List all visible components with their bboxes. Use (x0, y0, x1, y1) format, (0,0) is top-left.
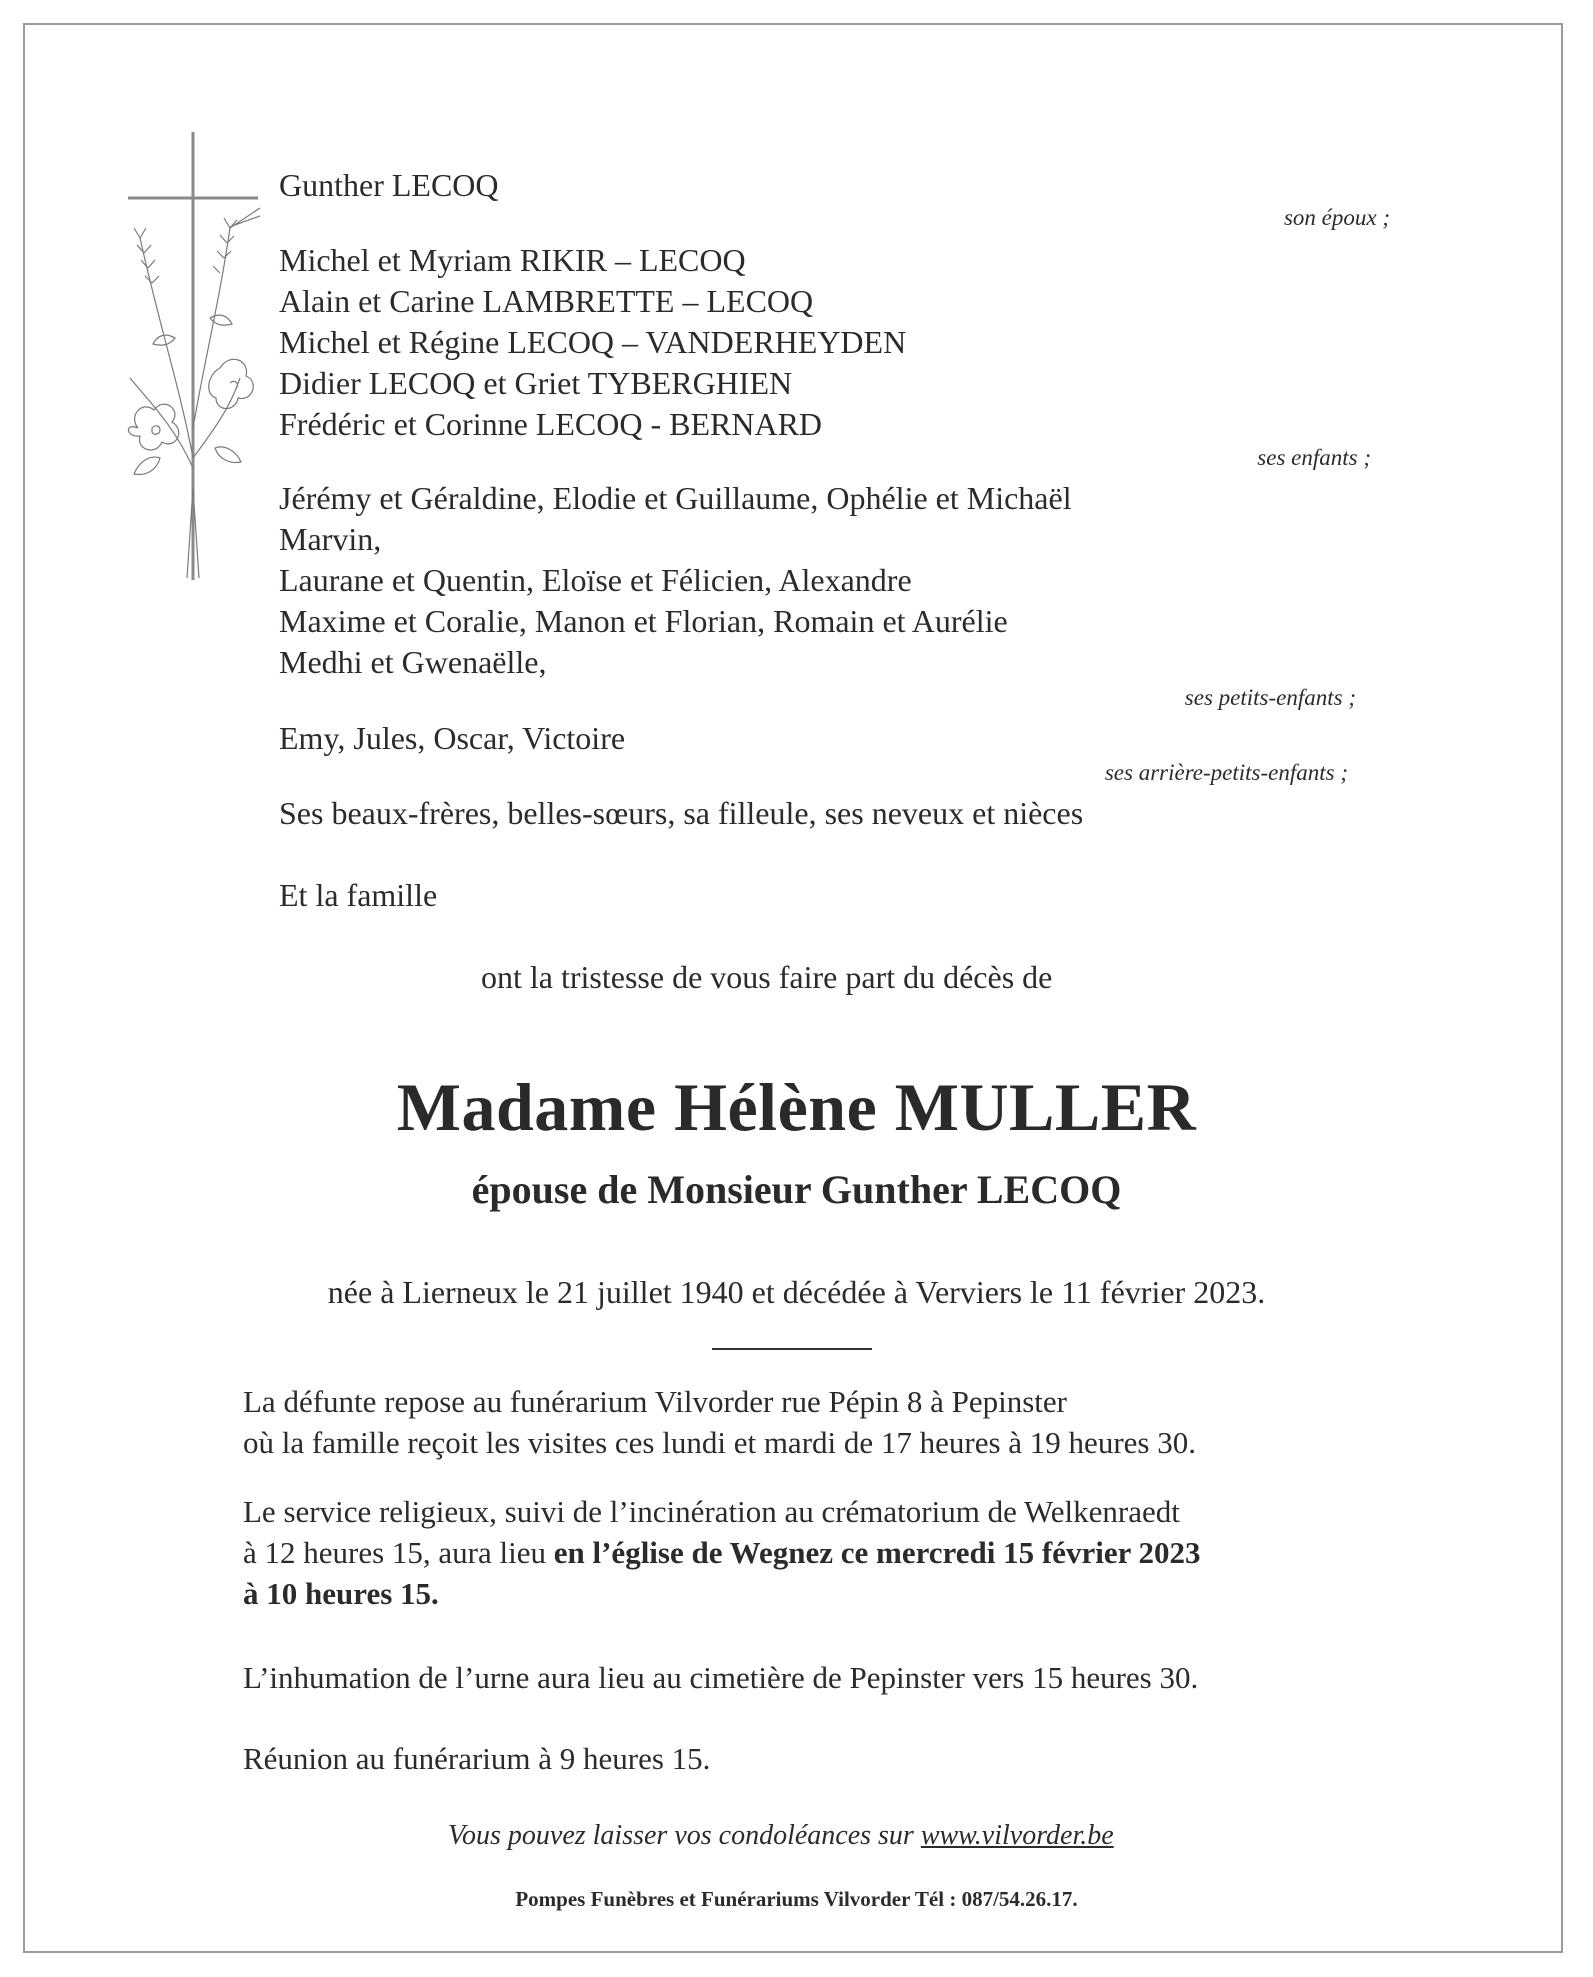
grandchild-line: Marvin, (279, 521, 382, 557)
rest-line: où la famille reçoit les visites ces lundi et mardi de 17 heures à 19 heures 30. (243, 1425, 1196, 1460)
service-hour: à 10 heures 15. (243, 1576, 439, 1611)
service-line: Le service religieux, suivi de l’incinération au crématorium de Welkenraedt (243, 1494, 1180, 1529)
service-time: à 12 heures 15, aura lieu (243, 1535, 554, 1570)
children-list (279, 240, 906, 445)
child-line: Frédéric et Corinne LECOQ - BERNARD (279, 406, 823, 442)
condolences-link[interactable]: www.vilvorder.be (920, 1820, 1114, 1851)
service-location: en l’église de Wegnez ce mercredi 15 février 2023 (553, 1535, 1201, 1570)
grandchild-line: Maxime et Coralie, Manon et Florian, Romain et Aurélie (279, 603, 1008, 639)
separator-rule (712, 1348, 872, 1350)
cross-icon (120, 128, 270, 588)
meeting-details: Réunion au funérarium à 9 heures 15. (243, 1741, 711, 1776)
service-details (243, 1491, 1201, 1614)
grandchild-line: Laurane et Quentin, Eloïse et Félicien, Alexandre (279, 562, 912, 598)
rest-line: La défunte repose au funérarium Vilvorder rue Pépin 8 à Pepinster (243, 1384, 1067, 1419)
funeral-home-footer: Pompes Funèbres et Funérariums Vilvorder Tél : 087/54.26.17. (515, 1887, 1078, 1911)
condolences-line (448, 1820, 1114, 1852)
grandchild-line: Jérémy et Géraldine, Elodie et Guillaume, Ophélie et Michaël (279, 480, 1072, 516)
great-grandchildren-relation: ses arrière-petits-enfants ; (1104, 760, 1348, 785)
spouse-relation: son époux ; (1283, 205, 1390, 230)
grandchildren-relation: ses petits-enfants ; (1184, 685, 1356, 710)
child-line: Didier LECOQ et Griet TYBERGHIEN (279, 365, 793, 401)
burial-details: L’inhumation de l’urne aura lieu au cimetière de Pepinster vers 15 heures 30. (243, 1660, 1199, 1695)
spouse-name: Gunther LECOQ (279, 167, 499, 203)
other-relatives: Ses beaux-frères, belles-sœurs, sa filleule, ses neveux et nièces (279, 795, 1084, 831)
announcement: ont la tristesse de vous faire part du décès de (481, 959, 1053, 995)
service-line (243, 1532, 1201, 1573)
great-grandchildren: Emy, Jules, Oscar, Victoire (279, 720, 626, 756)
grandchild-line: Medhi et Gwenaëlle, (279, 644, 547, 680)
birth-death-dates: née à Lierneux le 21 juillet 1940 et décédée à Verviers le 11 février 2023. (327, 1274, 1266, 1310)
rest-details (243, 1381, 1196, 1463)
child-line: Michel et Régine LECOQ – VANDERHEYDEN (279, 324, 907, 360)
deceased-name: Madame Hélène MULLER (396, 1069, 1197, 1145)
grandchildren-list (279, 478, 1072, 683)
family-line: Et la famille (279, 877, 438, 913)
deceased-spouse-of: épouse de Monsieur Gunther LECOQ (471, 1167, 1122, 1212)
condolences-text: Vous pouvez laisser vos condoléances sur (448, 1820, 921, 1851)
children-relation: ses enfants ; (1257, 445, 1371, 470)
child-line: Michel et Myriam RIKIR – LECOQ (279, 242, 746, 278)
child-line: Alain et Carine LAMBRETTE – LECOQ (279, 283, 814, 319)
